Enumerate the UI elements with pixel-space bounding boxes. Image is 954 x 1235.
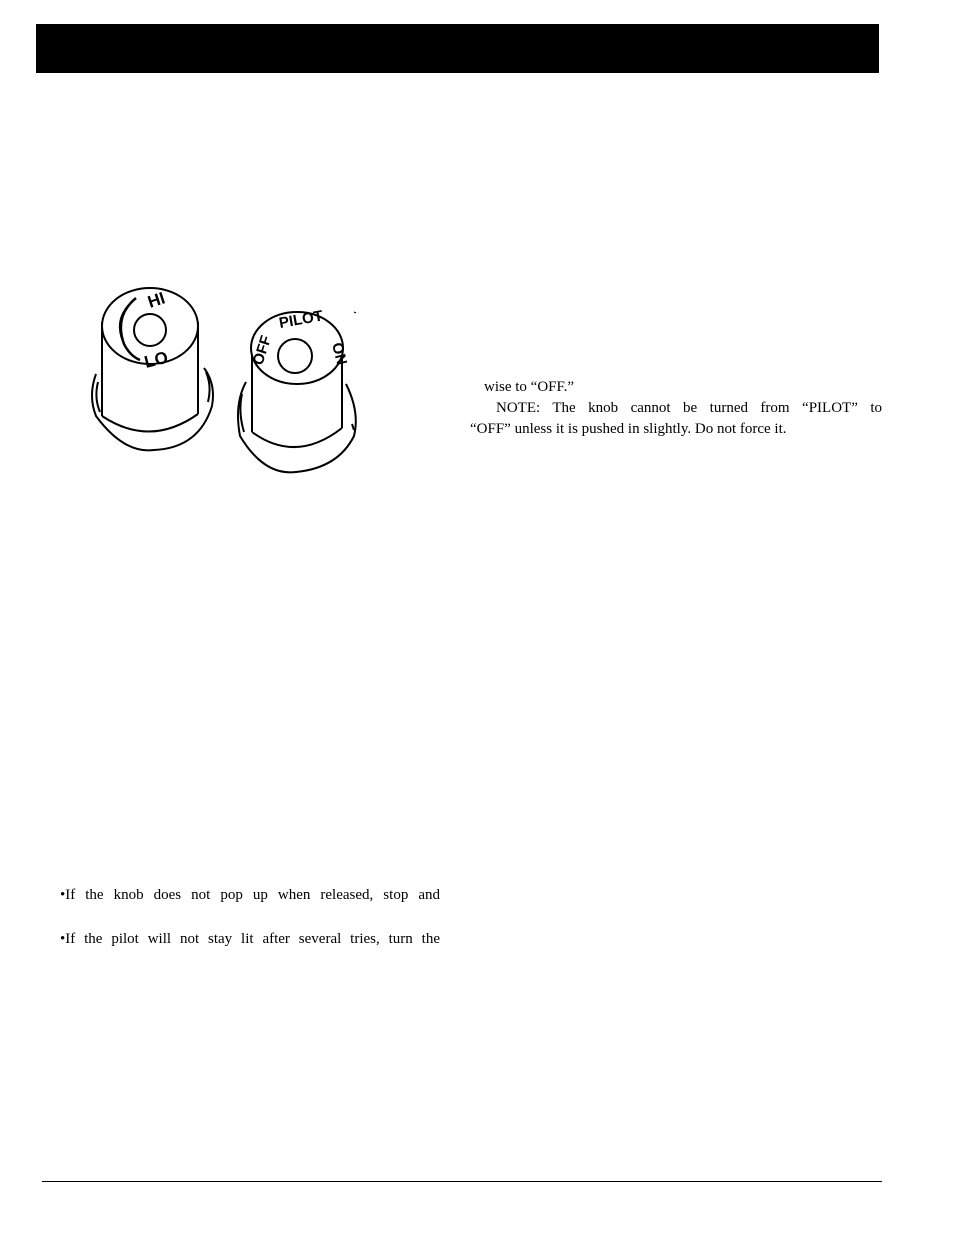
bullet-knob-pop-up: •If the knob does not pop up when released, stop and: [60, 887, 440, 903]
hi-label: HI: [145, 288, 168, 312]
right-column-text: [470, 377, 882, 440]
bullet-pilot-stay-lit: •If the pilot will not stay lit after several tries, turn the: [60, 931, 440, 947]
control-knobs-figure: [84, 286, 364, 478]
off-label: OFF: [249, 333, 276, 368]
text-line-wise-to-off: wise to “OFF.”: [484, 379, 575, 395]
pilot-label: PILOT: [277, 307, 325, 332]
hi-lo-knob: [92, 288, 213, 450]
off-pilot-on-knob: [238, 308, 356, 473]
lo-label: LO: [142, 347, 170, 372]
note-continuation-line: “OFF” unless it is pushed in slightly. Do not force it.: [470, 421, 787, 437]
on-label: ON: [328, 340, 351, 367]
header-bar: [36, 24, 879, 73]
footer-rule: [42, 1181, 882, 1182]
note-line: NOTE: The knob cannot be turned from “PILOT” to: [496, 400, 882, 416]
